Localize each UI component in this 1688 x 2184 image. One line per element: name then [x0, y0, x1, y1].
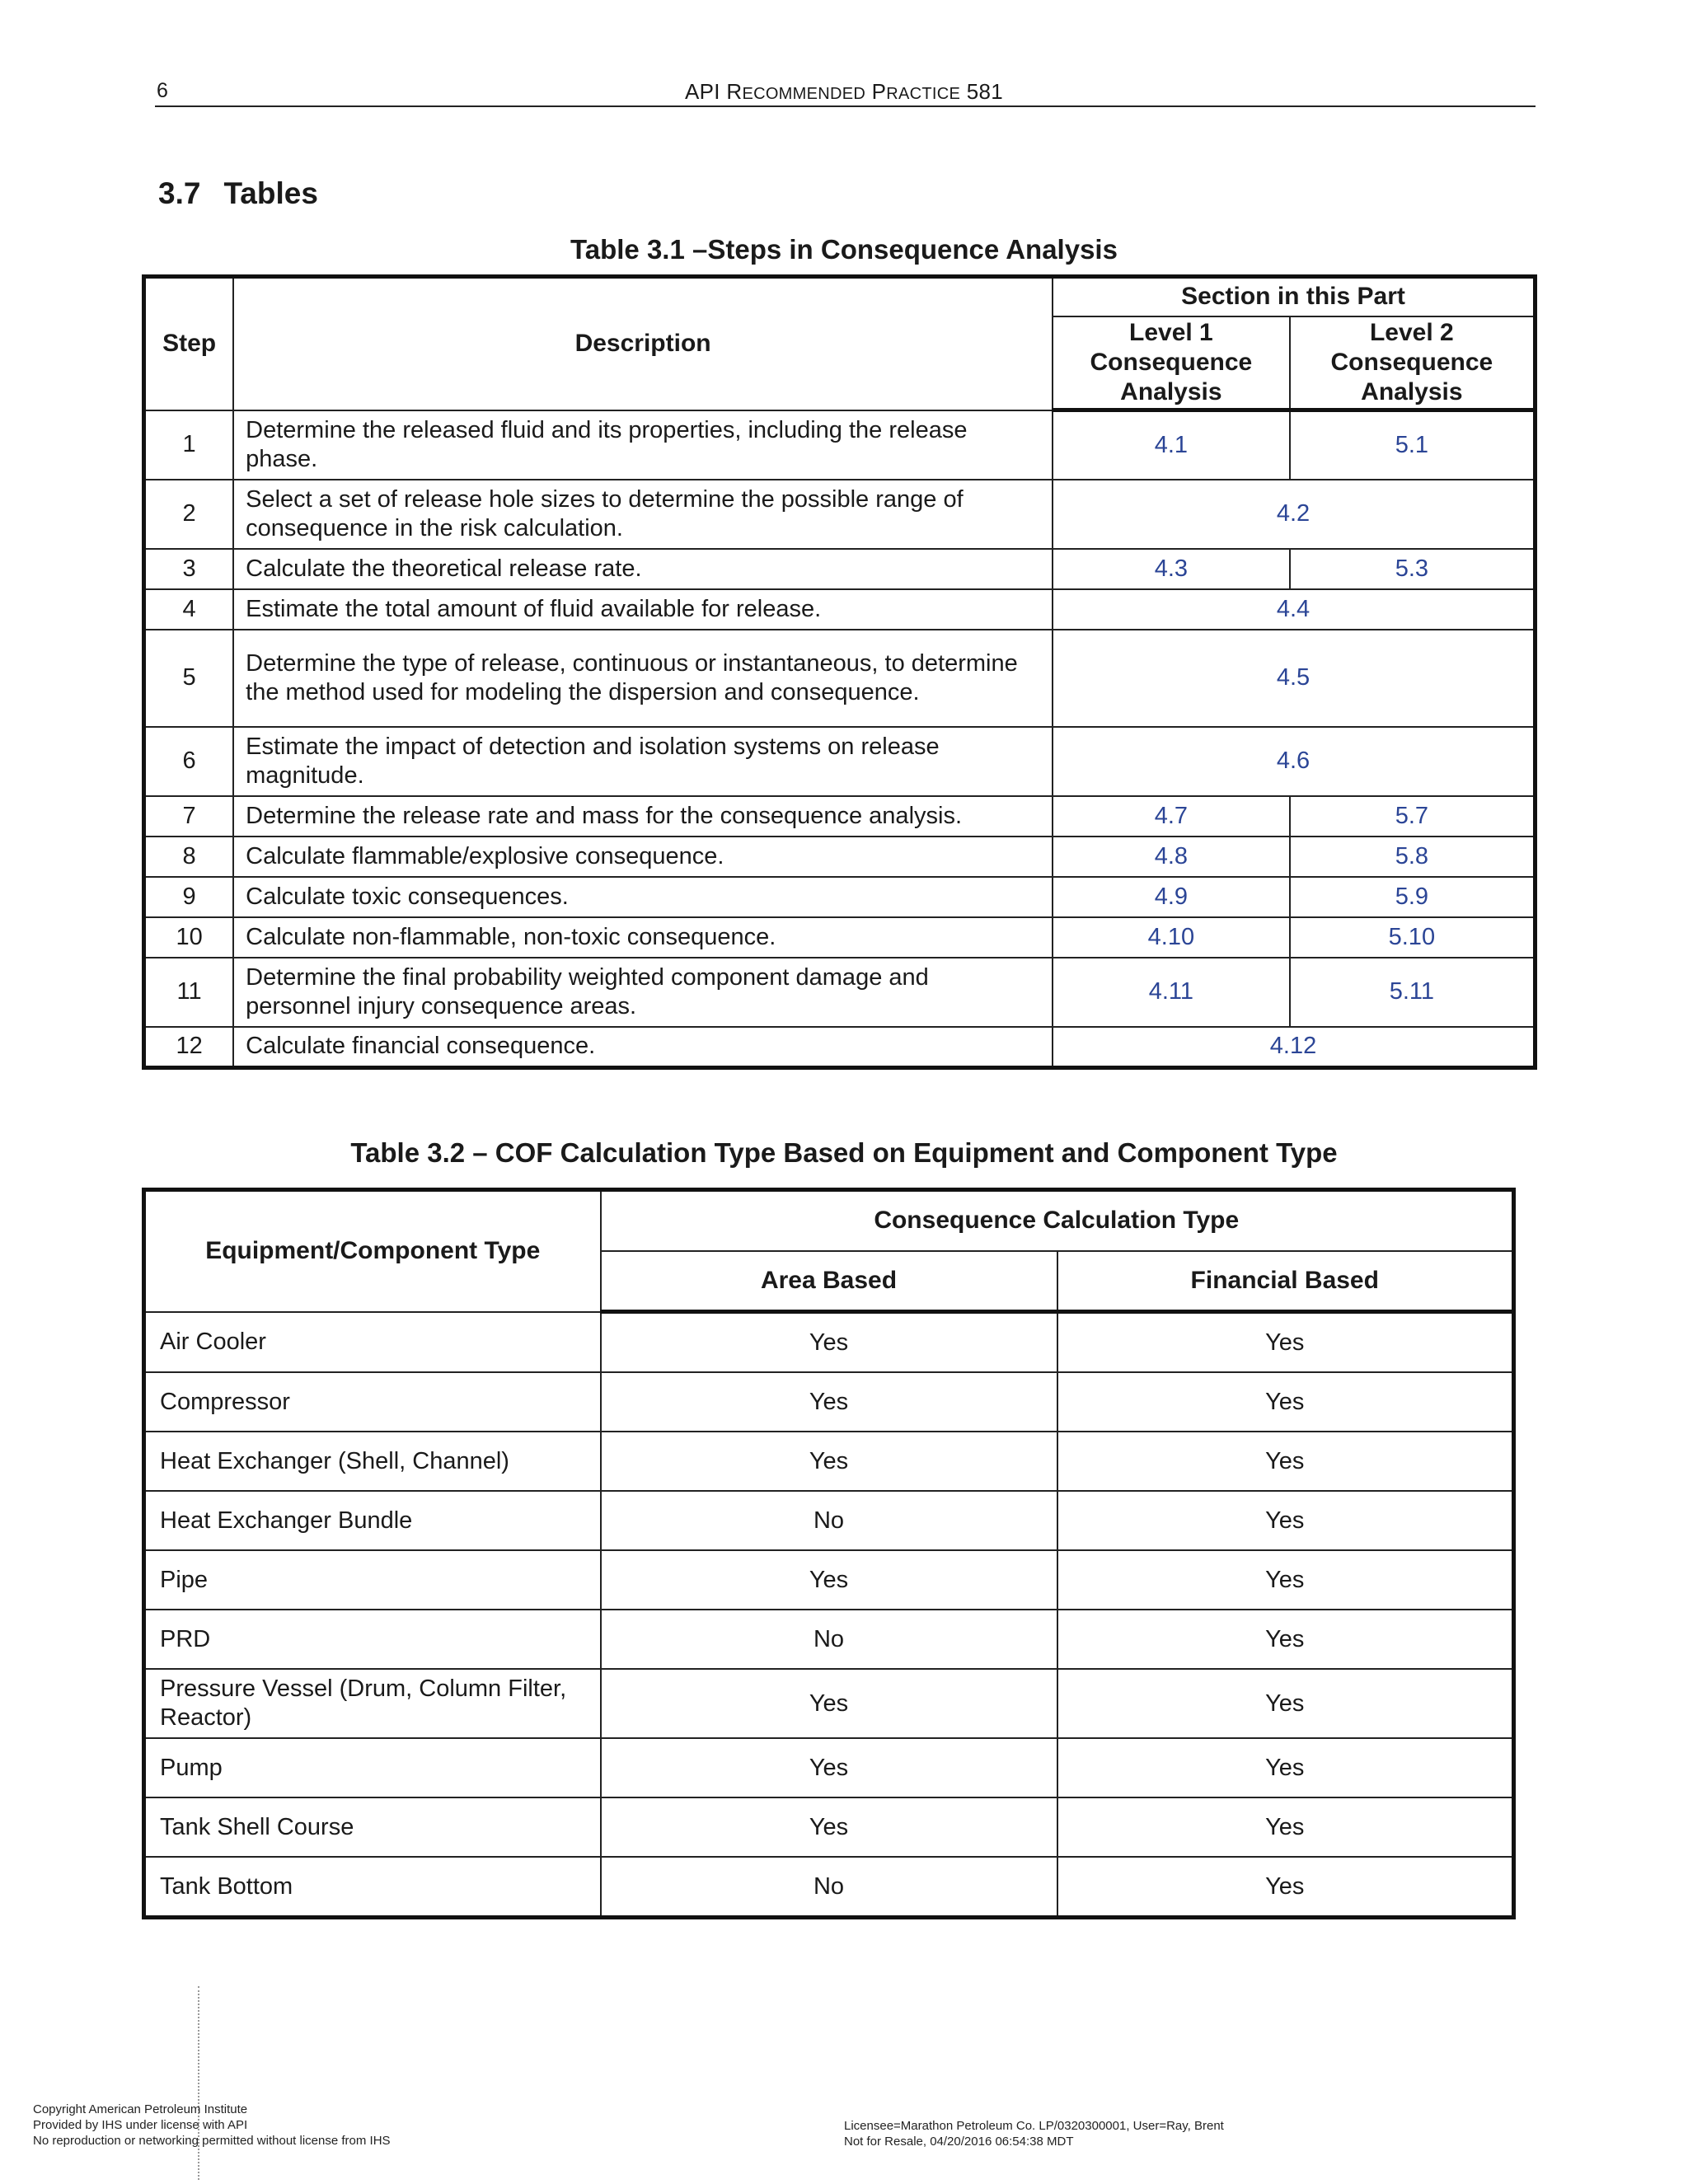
step-description: Select a set of release hole sizes to determine the possible range of consequence in the risk calculation.: [233, 480, 1053, 549]
level2-section-link: 5.3: [1290, 549, 1536, 589]
step-description: Calculate non-flammable, non-toxic consequence.: [233, 917, 1053, 958]
step-description: Determine the final probability weighted component damage and personnel injury consequence areas.: [233, 958, 1053, 1027]
table-row: [144, 917, 1536, 958]
section-number: 3.7: [158, 176, 201, 210]
area-based-value: No: [601, 1857, 1057, 1918]
equipment-type: Pipe: [144, 1550, 601, 1610]
level1-section-link: 4.7: [1053, 796, 1290, 837]
footer-left-line: No reproduction or networking permitted without license from IHS: [33, 2134, 391, 2148]
table-row: [144, 589, 1536, 630]
table-row: [144, 796, 1536, 837]
level2-section-link: 5.9: [1290, 877, 1536, 917]
step-description: Calculate flammable/explosive consequence.: [233, 837, 1053, 877]
step-description: Calculate the theoretical release rate.: [233, 549, 1053, 589]
table-row: [144, 877, 1536, 917]
section-title: Tables: [223, 176, 318, 210]
cof-calculation-type-table: [142, 1188, 1516, 1919]
header-level1: Level 1 Consequence Analysis: [1053, 316, 1290, 410]
level1-section-link: 4.11: [1053, 958, 1290, 1027]
equipment-type: Pump: [144, 1738, 601, 1797]
header-financial-based: Financial Based: [1057, 1251, 1514, 1312]
table-row: [144, 1550, 1514, 1610]
running-header-title: [0, 79, 1688, 105]
financial-based-value: Yes: [1057, 1610, 1514, 1669]
header-title-suffix: 581: [960, 79, 1003, 104]
step-number: 4: [144, 589, 234, 630]
section-link: 4.6: [1053, 727, 1535, 796]
header-level2: Level 2 Consequence Analysis: [1290, 316, 1536, 410]
level1-section-link: 4.9: [1053, 877, 1290, 917]
section-link: 4.12: [1053, 1027, 1535, 1068]
step-description: Determine the released fluid and its properties, including the release phase.: [233, 410, 1053, 480]
step-number: 11: [144, 958, 234, 1027]
step-description: Calculate financial consequence.: [233, 1027, 1053, 1068]
step-number: 12: [144, 1027, 234, 1068]
section-link: 4.2: [1053, 480, 1535, 549]
table2-caption: Table 3.2 – COF Calculation Type Based on Equipment and Component Type: [350, 1137, 1338, 1168]
table-row: [144, 1372, 1514, 1432]
financial-based-value: Yes: [1057, 1738, 1514, 1797]
step-description: Estimate the impact of detection and isolation systems on release magnitude.: [233, 727, 1053, 796]
area-based-value: No: [601, 1610, 1057, 1669]
footer-left-line: Provided by IHS under license with API: [33, 2118, 248, 2132]
table-row: [144, 480, 1536, 549]
financial-based-value: Yes: [1057, 1432, 1514, 1491]
table-row: [144, 1857, 1514, 1918]
step-number: 7: [144, 796, 234, 837]
header-area-based: Area Based: [601, 1251, 1057, 1312]
step-description: Estimate the total amount of fluid available for release.: [233, 589, 1053, 630]
footer-right-line: Licensee=Marathon Petroleum Co. LP/0320300001, User=Ray, Brent: [844, 2119, 1224, 2133]
area-based-value: Yes: [601, 1738, 1057, 1797]
table-row: [144, 958, 1536, 1027]
equipment-type: Air Cooler: [144, 1312, 601, 1373]
step-number: 2: [144, 480, 234, 549]
footer-copyright: [33, 2102, 391, 2149]
table-row: [144, 837, 1536, 877]
header-title-smallcaps-1: ECOMMENDED: [742, 85, 866, 103]
step-description: Calculate toxic consequences.: [233, 877, 1053, 917]
level2-section-link: 5.8: [1290, 837, 1536, 877]
financial-based-value: Yes: [1057, 1857, 1514, 1918]
footer-licensee: [844, 2118, 1224, 2149]
table1-body: [144, 410, 1536, 1068]
table-row: [144, 1797, 1514, 1857]
table-row: [144, 410, 1536, 480]
financial-based-value: Yes: [1057, 1312, 1514, 1373]
financial-based-value: Yes: [1057, 1372, 1514, 1432]
table-row: [144, 1027, 1536, 1068]
level1-section-link: 4.1: [1053, 410, 1290, 480]
section-link: 4.5: [1053, 630, 1535, 727]
table-row: [144, 1432, 1514, 1491]
table-row: [144, 1738, 1514, 1797]
equipment-type: Tank Shell Course: [144, 1797, 601, 1857]
header-step: Step: [144, 277, 234, 410]
section-heading: [158, 176, 318, 211]
area-based-value: No: [601, 1491, 1057, 1550]
equipment-type: Compressor: [144, 1372, 601, 1432]
equipment-type: PRD: [144, 1610, 601, 1669]
table-row: [144, 1491, 1514, 1550]
level2-section-link: 5.1: [1290, 410, 1536, 480]
step-number: 5: [144, 630, 234, 727]
financial-based-value: Yes: [1057, 1491, 1514, 1550]
header-title-mid: P: [865, 79, 887, 104]
header-section-group: Section in this Part: [1053, 277, 1535, 316]
step-number: 3: [144, 549, 234, 589]
area-based-value: Yes: [601, 1669, 1057, 1738]
header-title-smallcaps-2: RACTICE: [886, 85, 961, 103]
footer-left-line: Copyright American Petroleum Institute: [33, 2102, 248, 2116]
step-number: 9: [144, 877, 234, 917]
financial-based-value: Yes: [1057, 1797, 1514, 1857]
table-row: [144, 1669, 1514, 1738]
financial-based-value: Yes: [1057, 1550, 1514, 1610]
header-description: Description: [233, 277, 1053, 410]
level2-section-link: 5.11: [1290, 958, 1536, 1027]
area-based-value: Yes: [601, 1432, 1057, 1491]
header-rule: [155, 105, 1536, 107]
level2-section-link: 5.10: [1290, 917, 1536, 958]
table-row: [144, 549, 1536, 589]
level2-section-link: 5.7: [1290, 796, 1536, 837]
section-link: 4.4: [1053, 589, 1535, 630]
level1-section-link: 4.8: [1053, 837, 1290, 877]
equipment-type: Heat Exchanger Bundle: [144, 1491, 601, 1550]
table-row: [144, 1312, 1514, 1373]
step-number: 10: [144, 917, 234, 958]
footer-right-line: Not for Resale, 04/20/2016 06:54:38 MDT: [844, 2135, 1074, 2149]
header-equipment-type: Equipment/Component Type: [144, 1190, 601, 1312]
header-title-prefix: API R: [685, 79, 743, 104]
equipment-type: Pressure Vessel (Drum, Column Filter, Reactor): [144, 1669, 601, 1738]
header-consequence-calc-type: Consequence Calculation Type: [601, 1190, 1514, 1251]
step-number: 6: [144, 727, 234, 796]
step-number: 8: [144, 837, 234, 877]
level1-section-link: 4.3: [1053, 549, 1290, 589]
financial-based-value: Yes: [1057, 1669, 1514, 1738]
step-number: 1: [144, 410, 234, 480]
table-row: [144, 727, 1536, 796]
area-based-value: Yes: [601, 1372, 1057, 1432]
step-description: Determine the release rate and mass for the consequence analysis.: [233, 796, 1053, 837]
table2-body: [144, 1312, 1514, 1918]
table-row: [144, 1610, 1514, 1669]
level1-section-link: 4.10: [1053, 917, 1290, 958]
consequence-steps-table: [142, 274, 1537, 1070]
page-number: 6: [157, 79, 168, 102]
equipment-type: Tank Bottom: [144, 1857, 601, 1918]
equipment-type: Heat Exchanger (Shell, Channel): [144, 1432, 601, 1491]
table-row: [144, 630, 1536, 727]
table1-caption: Table 3.1 –Steps in Consequence Analysis: [570, 234, 1118, 265]
margin-dotted-line: [198, 1986, 199, 2180]
step-description: Determine the type of release, continuous or instantaneous, to determine the method used for modeling the dispersion and consequence.: [233, 630, 1053, 727]
area-based-value: Yes: [601, 1797, 1057, 1857]
area-based-value: Yes: [601, 1312, 1057, 1373]
area-based-value: Yes: [601, 1550, 1057, 1610]
